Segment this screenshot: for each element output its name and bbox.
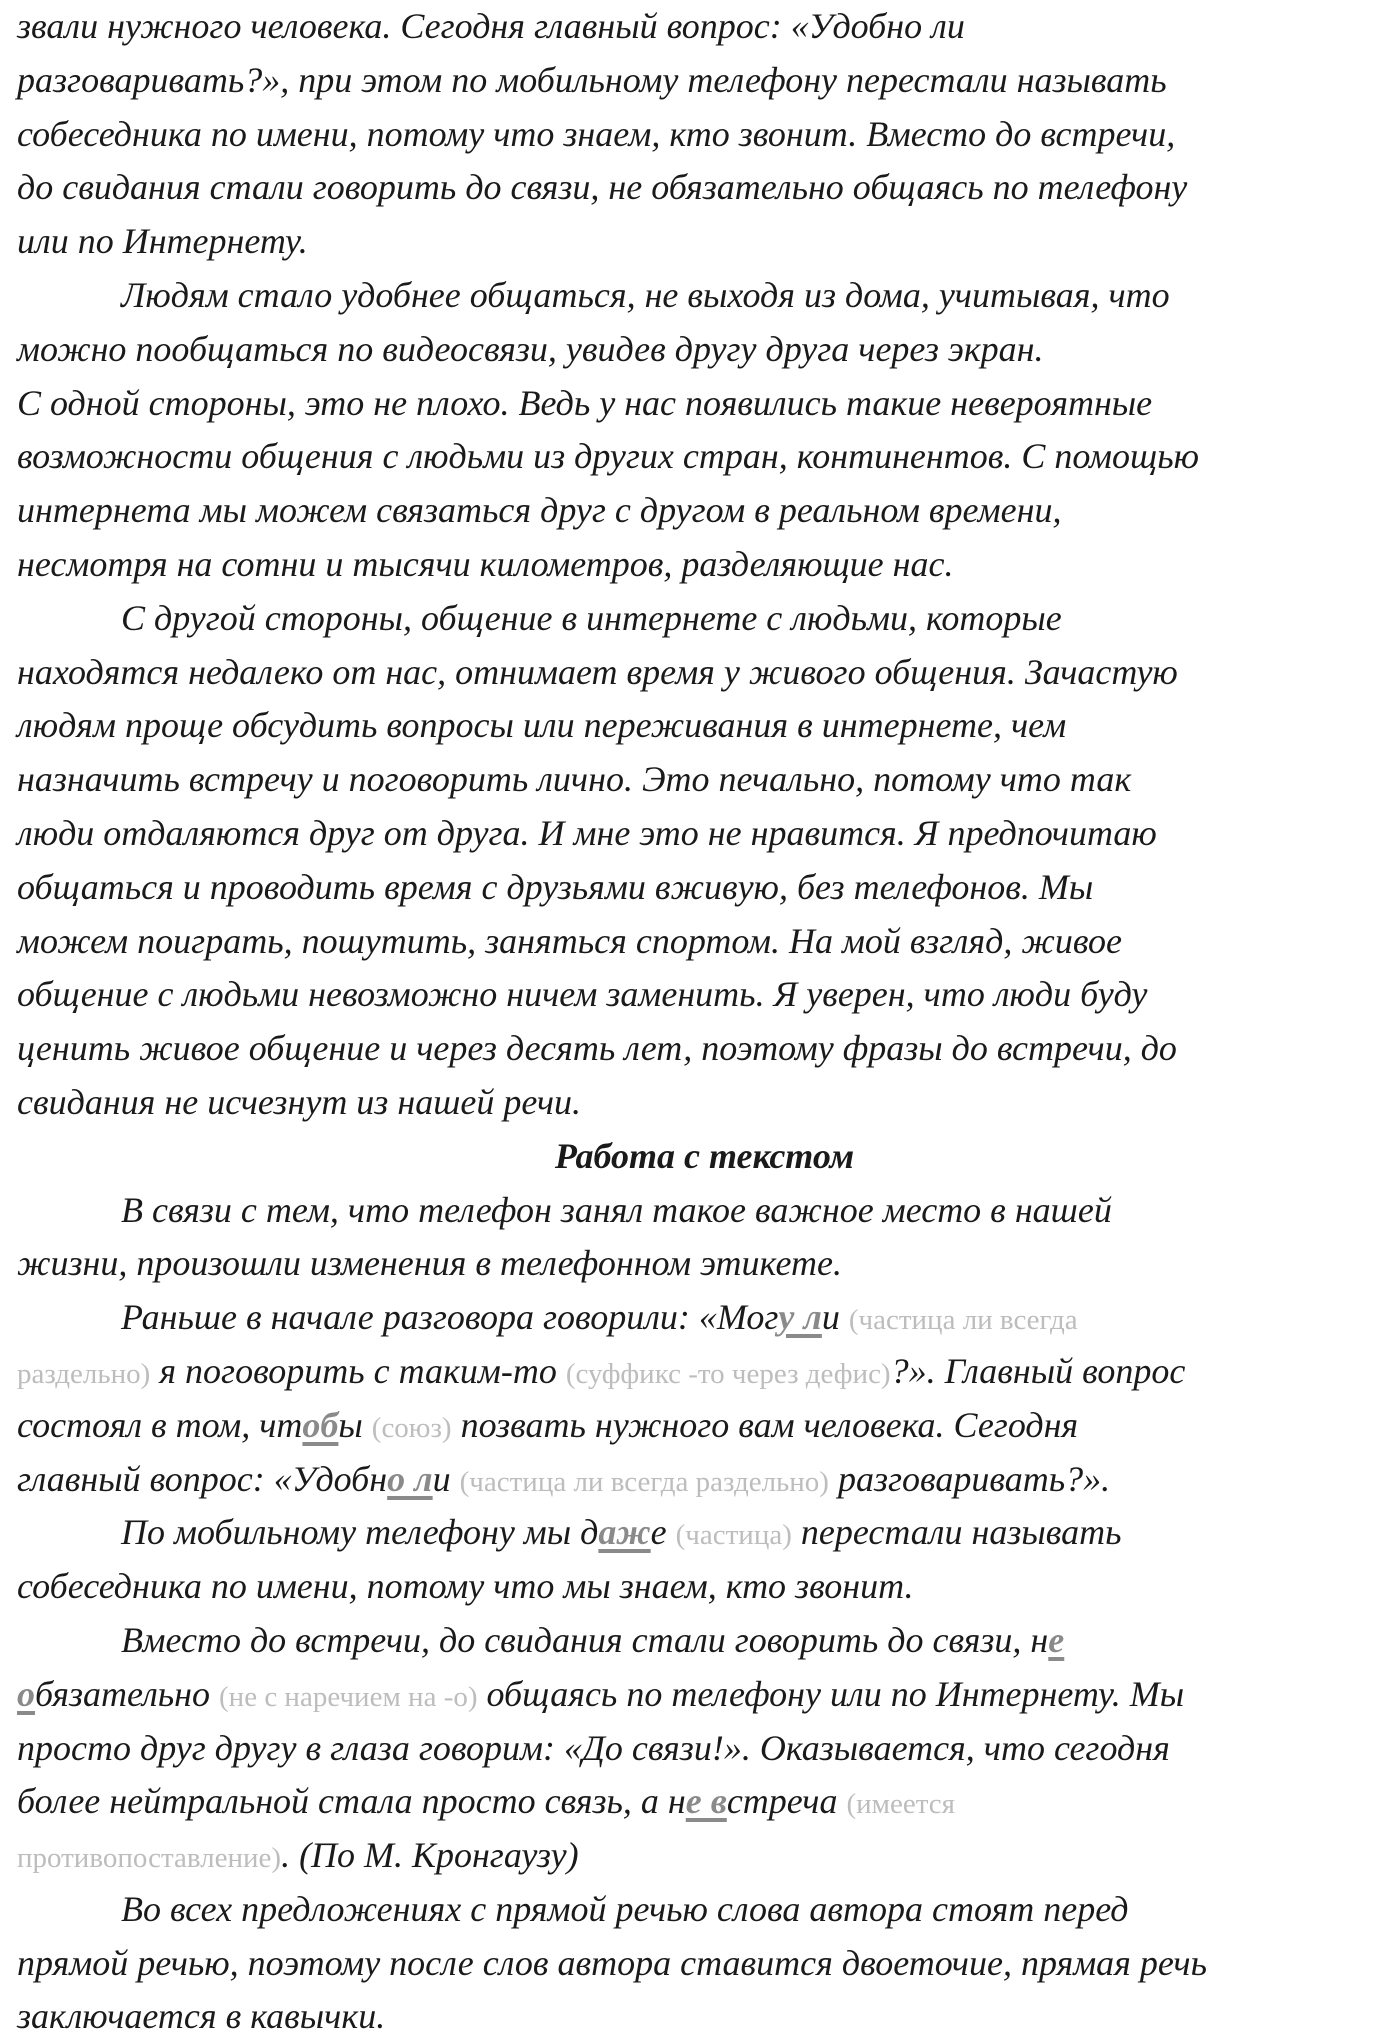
text-segment: до свидания стали говорить до связи, не обязательно общаясь по телефону <box>17 167 1188 208</box>
text-line <box>17 699 1392 753</box>
text-segment: состоял в том, чт <box>17 1404 303 1445</box>
text-segment: интернета мы можем связаться друг с другом в реальном времени, <box>17 490 1062 531</box>
text-segment: свидания не исчезнут из нашей речи. <box>17 1081 582 1122</box>
text-segment: е <box>650 1512 676 1553</box>
text-line <box>17 1022 1392 1076</box>
text-segment: позвать нужного вам человека. Сегодня <box>451 1404 1079 1445</box>
text-line <box>17 1560 1392 1614</box>
text-segment: главный вопрос: «Удобн <box>17 1458 388 1499</box>
text-line <box>17 1291 1392 1345</box>
document-page <box>17 0 1392 2044</box>
text-line <box>17 1506 1392 1560</box>
text-segment: можем поиграть, пошутить, заняться спортом. На мой взгляд, живое <box>17 920 1122 961</box>
grammar-note: раздельно) <box>17 1357 151 1390</box>
text-line <box>17 1937 1392 1991</box>
text-segment: и <box>821 1297 849 1338</box>
text-segment: людям проще обсудить вопросы или переживания в интернете, чем <box>17 705 1067 746</box>
text-line <box>17 1184 1392 1238</box>
text-segment: жизни, произошли изменения в телефонном этикете. <box>17 1243 842 1284</box>
highlighted-spelling: о <box>17 1673 35 1714</box>
text-line <box>17 1668 1392 1722</box>
highlighted-spelling: е <box>1048 1619 1065 1660</box>
text-line <box>17 108 1392 162</box>
text-line <box>17 54 1392 108</box>
text-line <box>17 753 1392 807</box>
text-line <box>17 646 1392 700</box>
text-segment: звали нужного человека. Сегодня главный вопрос: «Удобно ли <box>17 6 965 46</box>
text-segment: По мобильному телефону мы д <box>121 1512 599 1553</box>
text-line <box>17 1345 1392 1399</box>
text-segment: ы <box>338 1404 372 1445</box>
text-segment: В связи с тем, что телефон занял такое важное место в нашей <box>121 1189 1112 1230</box>
text-segment: назначить встречу и поговорить лично. Это печально, потому что так <box>17 759 1132 800</box>
grammar-note: противопоставление) <box>17 1842 282 1875</box>
text-segment: заключается в кавычки. <box>17 1996 386 2037</box>
text-line <box>17 538 1392 592</box>
text-segment: прямой речью, поэтому после слов автора ставится двоеточие, прямая речь <box>17 1942 1207 1983</box>
text-segment: и <box>432 1458 460 1499</box>
text-line <box>17 807 1392 861</box>
highlighted-spelling: е в <box>685 1781 727 1822</box>
text-line <box>17 1237 1392 1291</box>
text-segment: С другой стороны, общение в интернете с людьми, которые <box>121 597 1062 638</box>
text-segment: бязательно <box>35 1673 220 1714</box>
text-line <box>17 1990 1392 2044</box>
text-line <box>17 915 1392 969</box>
text-segment: стреча <box>726 1781 847 1822</box>
text-line <box>17 1883 1392 1937</box>
text-segment: находятся недалеко от нас, отнимает время у живого общения. Зачастую <box>17 651 1178 692</box>
highlighted-spelling: аж <box>598 1512 651 1553</box>
text-segment: люди отдаляются друг от друга. И мне это не нравится. Я предпочитаю <box>17 812 1157 853</box>
text-segment: собеседника по имени, потому что мы знаем, кто звонит. <box>17 1566 914 1607</box>
text-line <box>17 1399 1392 1453</box>
text-line <box>17 377 1392 431</box>
text-segment: я поговорить с таким-то <box>150 1350 566 1391</box>
text-segment: Работа с текстом <box>554 1135 855 1176</box>
grammar-note: (не с наречием на -о) <box>219 1680 478 1713</box>
highlighted-spelling: о л <box>387 1458 433 1499</box>
text-line <box>17 215 1392 269</box>
text-segment: ?». Главный вопрос <box>890 1350 1186 1391</box>
text-segment: разговаривать?», при этом по мобильному телефону перестали называть <box>17 59 1167 100</box>
text-segment: или по Интернету. <box>17 221 308 262</box>
text-segment: перестали называть <box>791 1512 1122 1553</box>
text-segment: разговаривать?». <box>828 1458 1111 1499</box>
text-segment: собеседника по имени, потому что знаем, кто звонит. Вместо до встречи, <box>17 113 1176 154</box>
text-segment: общаться и проводить время с друзьями вживую, без телефонов. Мы <box>17 866 1094 907</box>
text-segment: Вместо до встречи, до свидания стали говорить до связи, н <box>121 1619 1049 1660</box>
text-line <box>17 968 1392 1022</box>
text-segment: более нейтральной стала просто связь, а н <box>17 1781 686 1822</box>
text-segment: общение с людьми невозможно ничем заменить. Я уверен, что люди буду <box>17 974 1148 1015</box>
text-line <box>17 1829 1392 1883</box>
text-segment: возможности общения с людьми из других стран, континентов. С помощью <box>17 436 1199 477</box>
text-segment: С одной стороны, это не плохо. Ведь у нас появились такие невероятные <box>17 382 1153 423</box>
grammar-note: (имеется <box>846 1788 955 1821</box>
text-segment: можно пообщаться по видеосвязи, увидев другу друга через экран. <box>17 328 1044 369</box>
text-line <box>17 1076 1392 1130</box>
section-heading <box>17 1130 1392 1184</box>
grammar-note: (частица ли всегда раздельно) <box>459 1465 829 1498</box>
text-line <box>17 430 1392 484</box>
text-segment: просто друг другу в глаза говорим: «До связи!». Оказывается, что сегодня <box>17 1727 1170 1768</box>
text-line <box>17 269 1392 323</box>
text-segment: ценить живое общение и через десять лет, поэтому фразы до встречи, до <box>17 1028 1177 1069</box>
text-line <box>17 0 1392 54</box>
text-line <box>17 161 1392 215</box>
text-line <box>17 1775 1392 1829</box>
grammar-note: (частица ли всегда <box>848 1304 1078 1337</box>
text-line <box>17 1722 1392 1776</box>
text-segment: Раньше в начале разговора говорили: «Мог <box>121 1297 779 1338</box>
text-segment: общаясь по телефону или по Интернету. Мы <box>477 1673 1185 1714</box>
text-line <box>17 592 1392 646</box>
text-segment: Во всех предложениях с прямой речью слова автора стоят перед <box>121 1888 1129 1929</box>
highlighted-spelling: у л <box>778 1297 822 1338</box>
highlighted-spelling: об <box>302 1404 339 1445</box>
text-line <box>17 1453 1392 1507</box>
text-line <box>17 1614 1392 1668</box>
text-line <box>17 484 1392 538</box>
text-segment: несмотря на сотни и тысячи километров, разделяющие нас. <box>17 543 954 584</box>
grammar-note: (суффикс -то через дефис) <box>565 1357 891 1390</box>
grammar-note: (частица) <box>675 1519 792 1552</box>
text-line <box>17 861 1392 915</box>
text-segment: . (По М. Кронгаузу) <box>281 1835 579 1876</box>
grammar-note: (союз) <box>371 1411 452 1444</box>
text-line <box>17 323 1392 377</box>
text-segment: Людям стало удобнее общаться, не выходя из дома, учитывая, что <box>121 274 1170 315</box>
